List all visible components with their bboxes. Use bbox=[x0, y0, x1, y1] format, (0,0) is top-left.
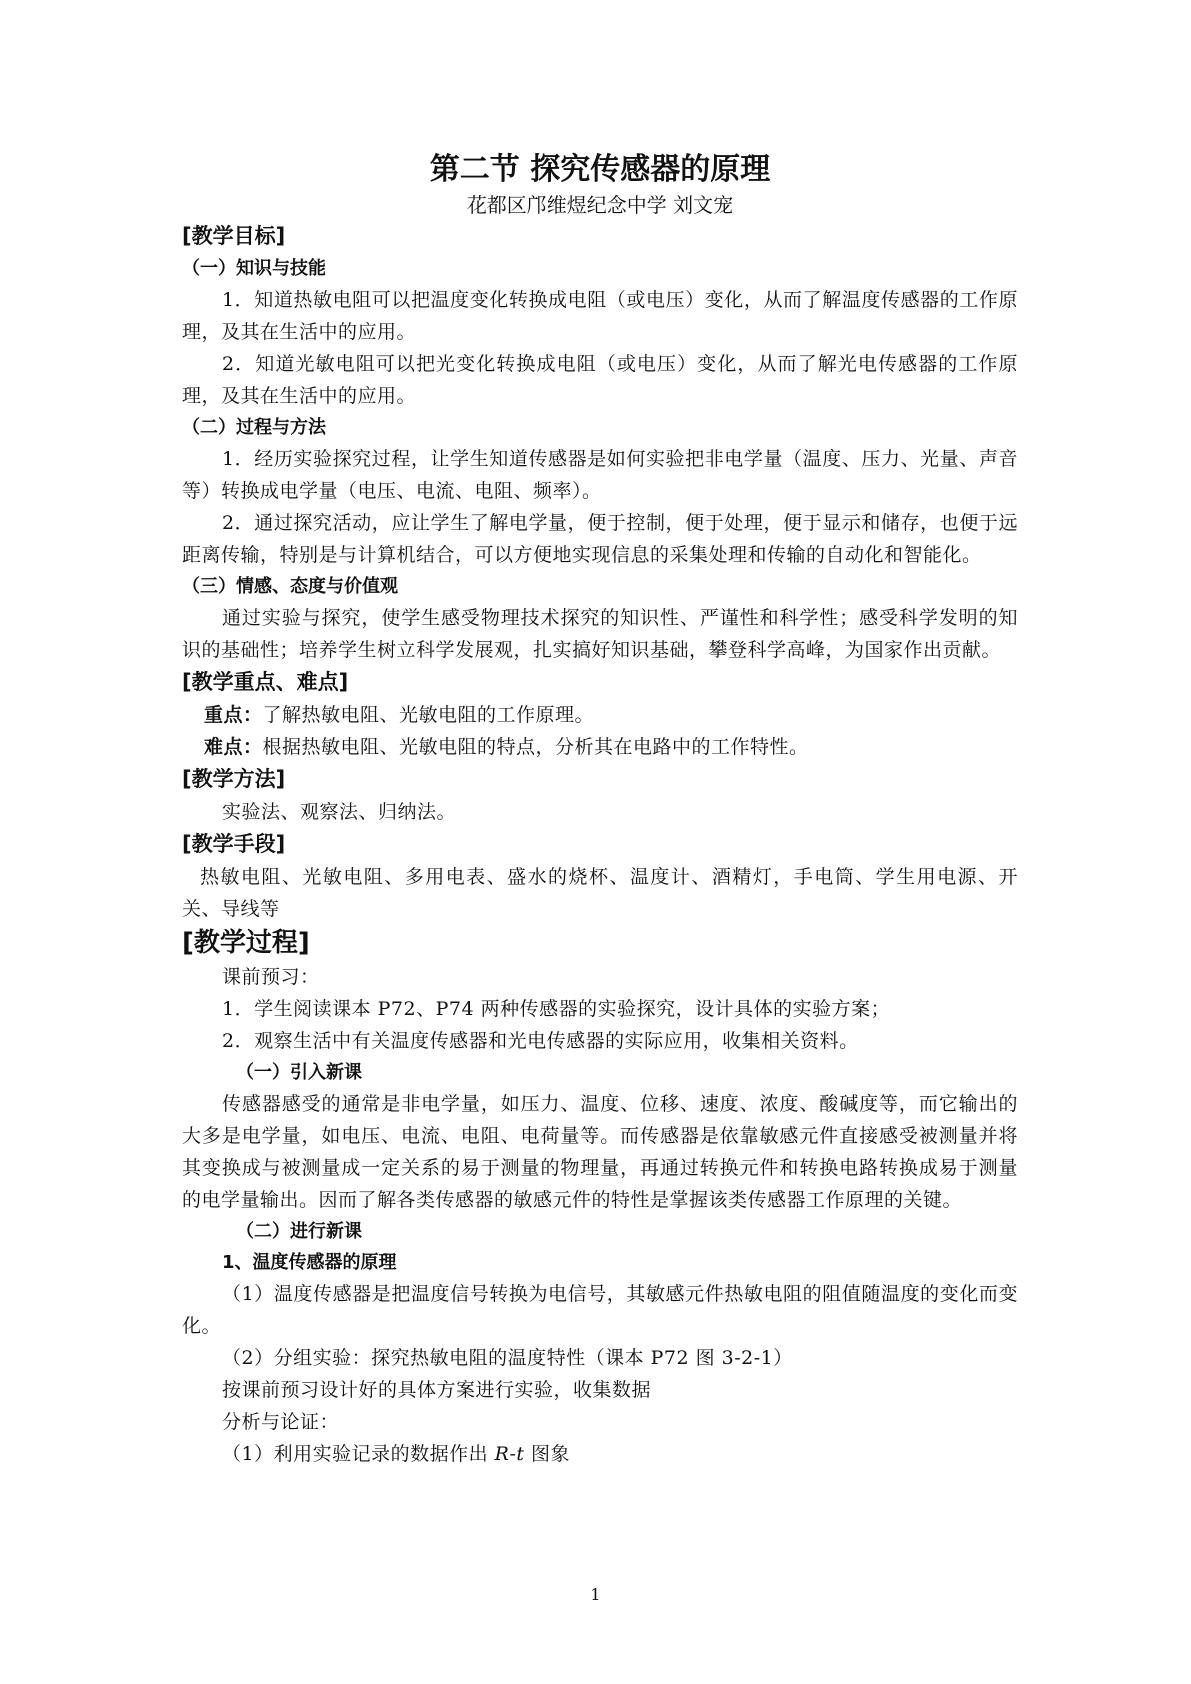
temp-paragraph-5 bbox=[182, 1438, 1018, 1470]
emotion-paragraph: 通过实验与探究，使学生感受物理技术探究的知识性、严谨性和科学性；感受科学发明的知识的基础性；培养学生树立科学发展观，扎实搞好知识基础，攀登科学高峰，为国家作出贡献。 bbox=[182, 607, 1018, 661]
temp-p5-prefix: （1）利用实验记录的数据作出 bbox=[222, 1443, 495, 1465]
focus-text: 了解热敏电阻、光敏电阻的工作原理。 bbox=[262, 704, 595, 726]
preview-item-1: 1．学生阅读课本 P72、P74 两种传感器的实验探究，设计具体的实验方案； bbox=[222, 998, 891, 1020]
author-line: 花都区邝维煜纪念中学 刘文宠 bbox=[466, 193, 734, 217]
intro-paragraph: 传感器感受的通常是非电学量，如压力、温度、位移、速度、浓度、酸碱度等，而它输出的大多是电学量，如电压、电流、电阻、电荷量等。而传感器是依靠敏感元件直接感受被测量并将其变换成与被测量成一定关系的易于测量的物理量，再通过转换元件和转换电路转换成易于测量的电学量输出。因而了解各类传感器的敏感元件的特性是掌握该类传感器工作原理的关键。 bbox=[182, 1093, 1018, 1211]
temp-paragraph-1: （1）温度传感器是把温度信号转换为电信号，其敏感元件热敏电阻的阻值随温度的变化而变化。 bbox=[182, 1283, 1018, 1337]
difficulty-label: 难点： bbox=[204, 736, 263, 758]
intro-heading: （一）引入新课 bbox=[236, 1062, 362, 1083]
emotion-heading: （三）情感、态度与价值观 bbox=[182, 576, 398, 597]
means-heading: [教学手段] bbox=[182, 832, 286, 856]
temp-paragraph-2: （2）分组实验：探究热敏电阻的温度特性（课本 P72 图 3-2-1） bbox=[222, 1347, 793, 1369]
process-paragraph-2: 2．通过探究活动，应让学生了解电学量，便于控制，便于处理，便于显示和储存，也便于远距离传输，特别是与计算机结合，可以方便地实现信息的采集处理和传输的自动化和智能化。 bbox=[182, 512, 1018, 566]
difficulty-text: 根据热敏电阻、光敏电阻的特点，分析其在电路中的工作特性。 bbox=[262, 736, 809, 758]
process-method-heading: （二）过程与方法 bbox=[182, 417, 326, 438]
means-text: 热敏电阻、光敏电阻、多用电表、盛水的烧杯、温度计、酒精灯，手电筒、学生用电源、开关、导线等 bbox=[182, 866, 1018, 920]
page-number: 1 bbox=[590, 1585, 601, 1604]
preview-label: 课前预习： bbox=[222, 966, 320, 988]
method-heading: [教学方法] bbox=[182, 767, 286, 791]
temp-p5-suffix: 图象 bbox=[524, 1443, 571, 1465]
knowledge-heading: （一）知识与技能 bbox=[182, 258, 326, 279]
focus-label: 重点： bbox=[204, 704, 263, 726]
knowledge-paragraph-1: 1．知道热敏电阻可以把温度变化转换成电阻（或电压）变化，从而了解温度传感器的工作原理，及其在生活中的应用。 bbox=[182, 289, 1018, 343]
rt-variable: R-t bbox=[494, 1443, 525, 1465]
focus-line bbox=[182, 699, 1018, 731]
temp-paragraph-4: 分析与论证： bbox=[222, 1411, 340, 1433]
temp-paragraph-3: 按课前预习设计好的具体方案进行实验，收集数据 bbox=[222, 1379, 652, 1401]
preview-item-2: 2．观察生活中有关温度传感器和光电传感器的实际应用，收集相关资料。 bbox=[222, 1030, 859, 1052]
temp-sensor-heading: 1、温度传感器的原理 bbox=[222, 1252, 397, 1273]
page-title: 第二节 探究传感器的原理 bbox=[429, 152, 771, 187]
keypoints-heading: [教学重点、难点] bbox=[182, 670, 349, 694]
goals-heading: [教学目标] bbox=[182, 224, 286, 248]
document-body bbox=[182, 150, 1018, 1470]
difficulty-line bbox=[182, 731, 1018, 763]
new-lesson-heading: （二）进行新课 bbox=[236, 1221, 362, 1242]
process-paragraph-1: 1．经历实验探究过程，让学生知道传感器是如何实验把非电学量（温度、压力、光量、声音等）转换成电学量（电压、电流、电阻、频率）。 bbox=[182, 448, 1018, 502]
teaching-process-heading: [教学过程] bbox=[182, 928, 310, 958]
knowledge-paragraph-2: 2．知道光敏电阻可以把光变化转换成电阻（或电压）变化，从而了解光电传感器的工作原理，及其在生活中的应用。 bbox=[182, 353, 1018, 407]
method-text: 实验法、观察法、归纳法。 bbox=[222, 801, 457, 823]
